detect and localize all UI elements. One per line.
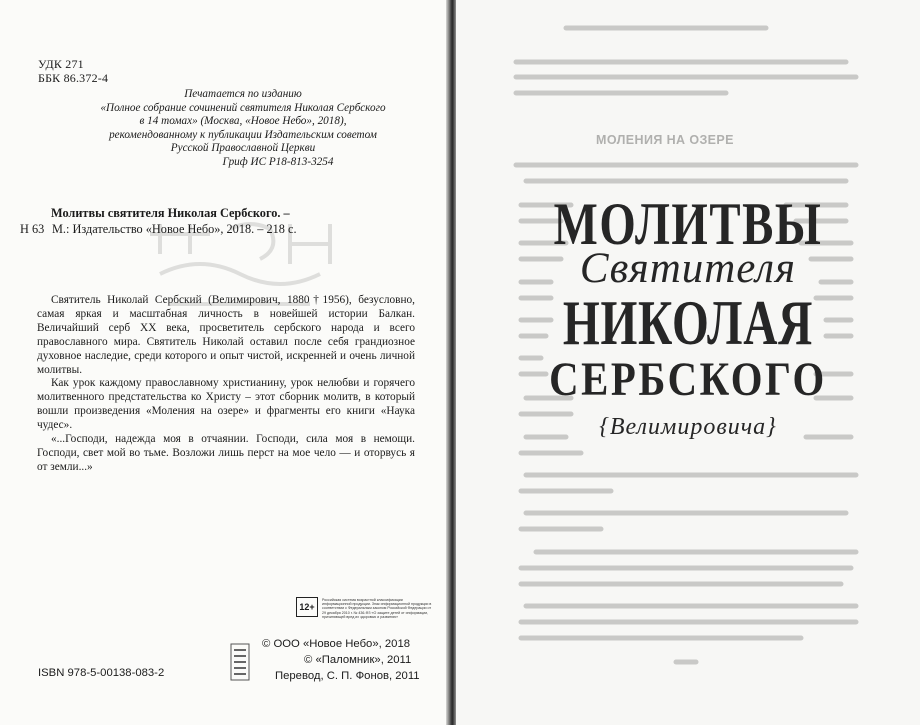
copyright-line: © «Паломник», 2011	[304, 653, 412, 666]
show-through-heading: МОЛЕНИЯ НА ОЗЕРЕ	[596, 133, 734, 147]
imprint-line: рекомендованному к публикации Издательским советом	[109, 128, 377, 141]
book-title-line: Святителя	[579, 245, 797, 292]
annotation	[37, 294, 415, 475]
annotation-paragraph: Святитель Николай Сербский (Велимирович, 1880†1956), безусловно, самая яркая и масштабная личность в новейшей истории Балкан. Величайший серб XX века, просветитель сербского народа и всего православного мира. Святитель Николай оставил после себя грандиозное духовное наследие, среди которого и опыт чистой, искренней и очень личной молитвы.	[37, 294, 415, 376]
bibliographic-title: Молитвы святителя Николая Сербского. –	[51, 206, 290, 220]
book-title-line: НИКОЛАЯ	[562, 287, 814, 358]
imprint-line: Русской Православной Церкви	[170, 142, 316, 155]
udk-code: УДК 271	[38, 57, 84, 71]
isbn: ISBN 978-5-00138-083-2	[38, 667, 165, 679]
publisher-line: М.: Издательство «Новое Небо», 2018. – 218 с.	[52, 222, 297, 236]
publisher-logo-icon	[228, 642, 252, 682]
copyright-block	[262, 637, 420, 684]
age-rating-badge: 12+	[296, 597, 318, 617]
book-title-subtitle: {Велимировича}	[599, 414, 777, 440]
annotation-paragraph: Как урок каждому православному христианину, урок нелюбви и горячего молитвенного предстательства ко Христу – этот сборник молитв, в который вошли произведения «Моления на озере» и фрагменты его книги «Наука чудес».	[37, 377, 415, 432]
copyright-line: © ООО «Новое Небо», 2018	[262, 638, 411, 650]
book-title-line: СЕРБСКОГО	[549, 353, 827, 406]
imprint-line: «Полное собрание сочинений святителя Николая Сербского	[100, 101, 386, 114]
imprint-line: Печатается по изданию	[184, 88, 302, 100]
author-mark: Н 63	[20, 222, 45, 236]
book-title-line: МОЛИТВЫ	[553, 191, 823, 257]
right-page	[456, 0, 920, 725]
annotation-quote: «...Господи, надежда моя в отчаянии. Господи, сила моя в немощи. Господи, свет мой во тьме. Возложи лишь перст на мое чело — и оторвусь я от земли...»	[37, 433, 415, 473]
imprint-note	[52, 88, 434, 170]
age-rating-notice: Российская система возрастной классификации информационной продукции. Знак информационной продукции в соответствии с Федеральным законом Российской Федерации от 29 декабря 2010 г. № 436-ФЗ «О защите детей от информации, причиняющей вред их здоровью и развитию»	[322, 598, 432, 619]
imprint-grif: Гриф ИС Р18-813-3254	[222, 155, 334, 168]
left-page	[0, 0, 448, 725]
copyright-line: Перевод, С. П. Фонов, 2011	[275, 669, 420, 682]
imprint-line: в 14 томах» (Москва, «Новое Небо», 2018),	[139, 115, 347, 128]
bbk-code: ББК 86.372-4	[38, 71, 109, 85]
